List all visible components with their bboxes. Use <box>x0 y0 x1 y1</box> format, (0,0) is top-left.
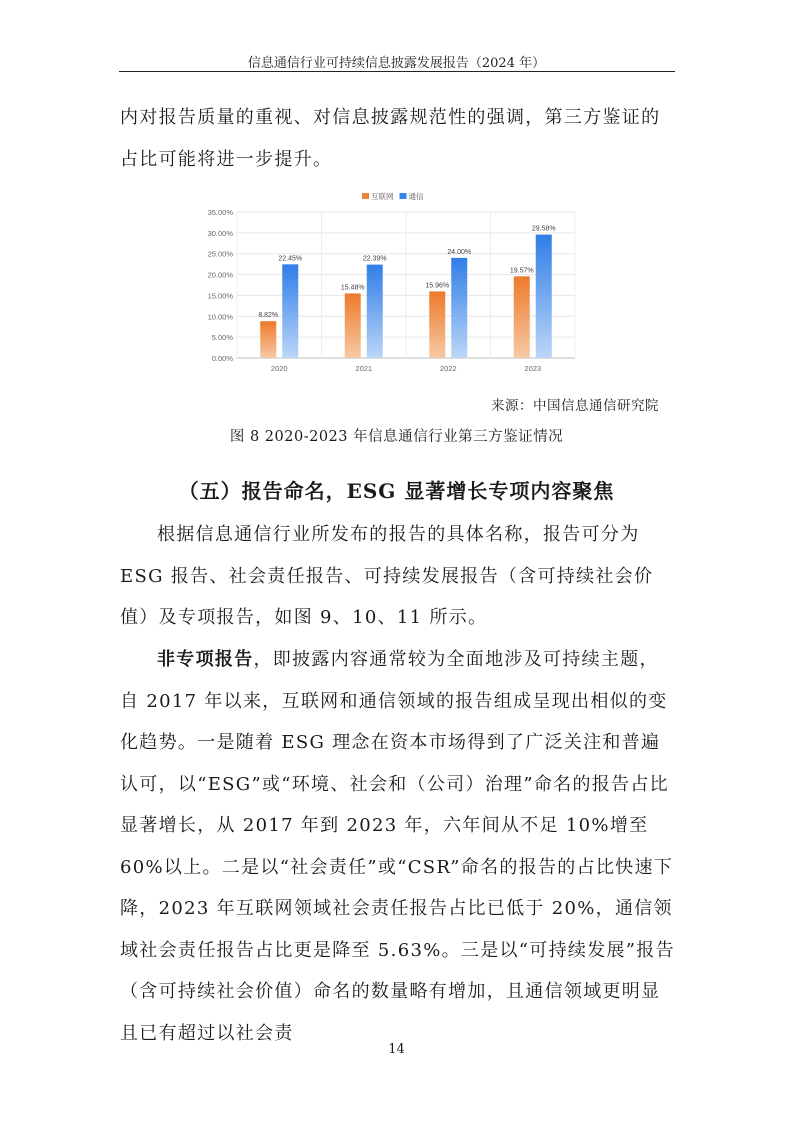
intro-paragraph: 内对报告质量的重视、对信息披露规范性的强调，第三方鉴证的占比可能将进一步提升。 <box>120 107 661 170</box>
y-tick-label: 30.00% <box>207 228 233 238</box>
third-party-assurance-chart <box>195 186 595 378</box>
bar-value-label: 29.58% <box>531 225 556 233</box>
x-tick-label: 2020 <box>270 364 288 373</box>
bar-value-label: 22.39% <box>362 255 387 263</box>
body-paragraph-1: 根据信息通信行业所发布的报告的具体名称，报告可分为 ESG 报告、社会责任报告、可持续发展报告（含可持续社会价值）及专项报告，如图 9、10、11 所示。 <box>120 524 654 628</box>
y-tick-label: 10.00% <box>207 312 233 322</box>
bar-2021-0 <box>345 293 361 358</box>
bar-2022-0 <box>429 291 445 358</box>
bar-2023-0 <box>514 276 530 358</box>
y-tick-label: 35.00% <box>207 208 233 217</box>
bar-2023-1 <box>536 235 552 358</box>
y-tick-label: 20.00% <box>207 270 233 280</box>
y-tick-label: 25.00% <box>207 249 233 259</box>
x-tick-label: 2022 <box>439 364 457 373</box>
x-tick-label: 2021 <box>355 364 373 373</box>
paragraph-lead-term: 非专项报告 <box>157 649 254 670</box>
bar-2022-1 <box>451 258 467 358</box>
chart-legend <box>362 191 424 201</box>
x-axis-ticks <box>271 364 541 373</box>
x-tick-label: 2023 <box>524 364 542 373</box>
bar-value-label: 15.96% <box>425 282 450 290</box>
section-heading: （五）报告命名，ESG 显著增长专项内容聚焦 <box>178 479 615 503</box>
legend-swatch <box>400 193 407 199</box>
bar-value-label: 8.82% <box>258 312 279 320</box>
bar-2020-0 <box>260 321 276 358</box>
bar-value-label: 15.48% <box>340 284 365 292</box>
figure-caption: 图 8 2020-2023 年信息通信行业第三方鉴证情况 <box>229 429 564 445</box>
bar-value-labels <box>258 226 555 320</box>
y-tick-label: 5.00% <box>211 333 233 343</box>
y-tick-label: 0.00% <box>211 354 233 363</box>
bar-value-label: 19.57% <box>509 267 534 275</box>
legend-swatch <box>362 193 369 199</box>
figure-source: 来源：中国信息通信研究院 <box>491 398 659 414</box>
bar-value-label: 22.45% <box>278 255 303 263</box>
legend-label: 通信 <box>408 192 424 201</box>
bar-2021-1 <box>367 265 383 358</box>
running-header: 信息通信行业可持续信息披露发展报告（2024 年） <box>247 56 546 71</box>
y-axis-ticks <box>208 208 234 363</box>
bar-value-label: 24.00% <box>447 248 472 256</box>
y-tick-label: 15.00% <box>207 291 233 301</box>
bar-2020-1 <box>282 264 298 358</box>
body-paragraph-2 <box>120 639 676 1054</box>
legend-label: 互联网 <box>371 192 394 201</box>
header-rule <box>119 71 675 72</box>
paragraph-body-text: ，即披露内容通常较为全面地涉及可持续主题，自 2017 年以来，互联网和通信领域的报告组成呈现出相似的变化趋势。一是随着 ESG 理念在资本市场得到了广泛关注和普遍认可，以“ESG”或“环境、社会和（公司）治理”命名的报告占比显著增长，从 2017 年到 2023 年，六年间从不足 10%增至 60%以上。二是以“社会责任”或“CSR”命名的报告的占比快速下降，2023 年互联网领域社会责任报告占比已低于 20%，通信领域社会责任报告占比更是降至 5.63%。三是以“可持续发展”报告（含可持续社会价值）命名的数量略有增加，且通信领域更明显且已有超过以社会责 <box>120 649 675 1044</box>
page-number: 14 <box>388 1042 405 1057</box>
